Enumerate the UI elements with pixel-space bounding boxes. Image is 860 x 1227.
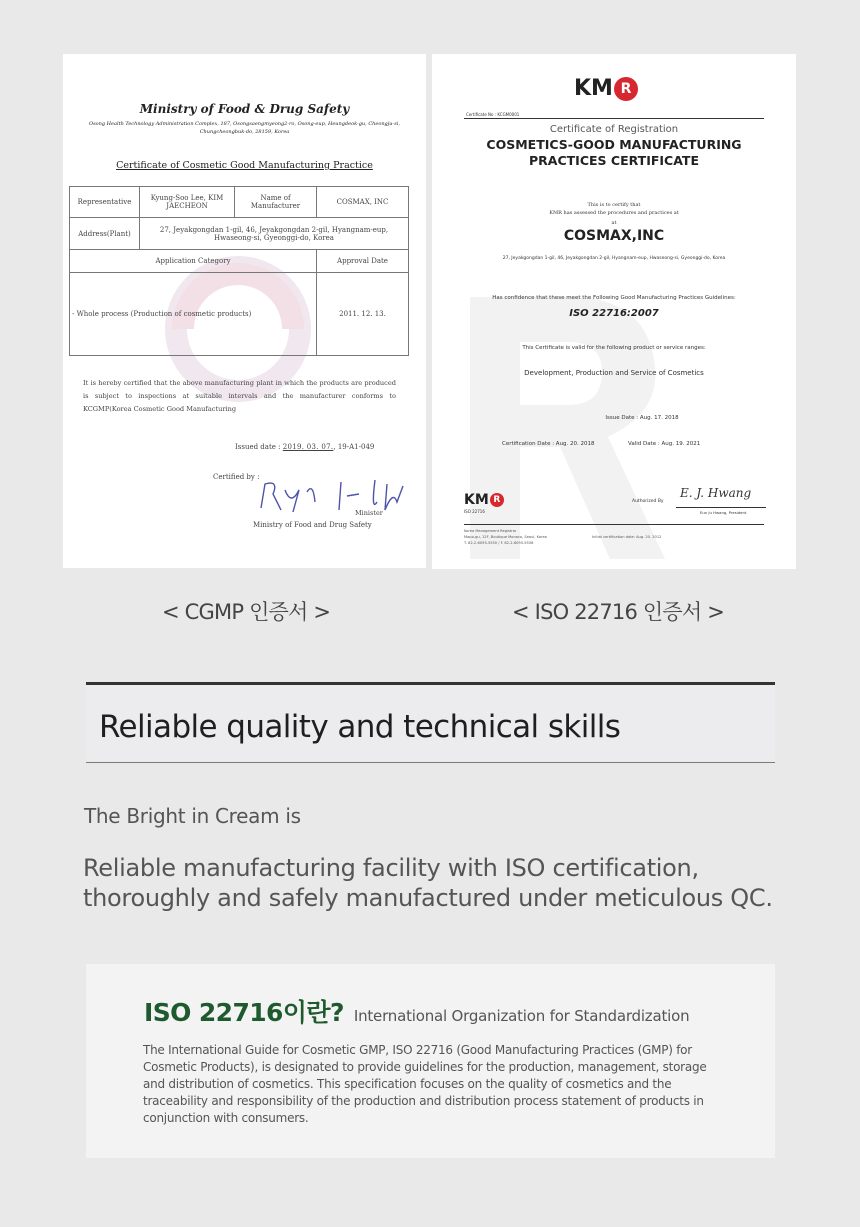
minister-signature-icon xyxy=(255,472,415,516)
certified-by-label: Certified by : xyxy=(213,473,260,481)
iso-valid-date: Valid Date : Aug. 19. 2021 xyxy=(628,441,701,447)
iso-certification-date: Certification Date : Aug. 20. 2018 xyxy=(502,441,595,447)
iso-bottom-under: ISO 22716 xyxy=(464,509,485,514)
minister-label: Minister xyxy=(355,509,383,517)
iso-scope: Development, Production and Service of Cosmetics xyxy=(524,369,704,377)
iso-fine-print xyxy=(464,528,547,546)
iso-fine-2: Mapo-gu, 12F, Boutique Monaco, Seoul, Korea xyxy=(464,535,547,539)
iso-company: COSMAX,INC xyxy=(563,228,665,244)
iso-divider xyxy=(464,118,764,119)
iso-certify-line2: KMR has assessed the procedures and practices at xyxy=(549,210,679,216)
manufacturer-label: Name of Manufacturer xyxy=(235,187,317,218)
category-value: - Whole process (Production of cosmetic products) xyxy=(70,273,317,356)
cgmp-ministry-title: Ministry of Food & Drug Safety xyxy=(139,102,350,116)
cgmp-body-text: It is hereby certified that the above manufacturing plant in which the products are produced is subject to inspections at suitable intervals and the manufacturer conforms to KCGMP(Korea Cosmetic Good Manufacturing xyxy=(83,379,396,413)
iso-sign-line xyxy=(676,507,766,508)
issued-label: Issued date : xyxy=(235,443,281,451)
iso-bottom-divider xyxy=(464,524,764,525)
iso-main-title-line1: COSMETICS-GOOD MANUFACTURING xyxy=(486,137,742,152)
approval-label: Approval Date xyxy=(317,250,409,273)
address-label: Address(Plant) xyxy=(70,218,140,250)
approval-value: 2011. 12. 13. xyxy=(317,273,409,356)
iso-company-address: 27, Jeyakgongdan 1-gil, 46, Jeyakgongdan 2-gil, Hyangnam-eup, Hwaseong-si, Gyeonggi-do, Korea xyxy=(502,256,726,261)
section-title: Reliable quality and technical skills xyxy=(99,709,621,745)
iso-fine-3: T. 82-2-6093-5550 / F. 82-2-6093-5558 xyxy=(464,541,534,545)
cgmp-issued: Issued date : 2019. 03. 07., 19-A1-049 xyxy=(235,443,375,451)
kmr-bottom-logo-badge: R xyxy=(490,493,504,507)
iso-main-title xyxy=(432,137,796,169)
iso-confidence: Has confidence that these meet the Following Good Manufacturing Practices Guidelines: xyxy=(492,295,736,301)
ministry-name: Ministry of Food and Drug Safety xyxy=(253,521,372,529)
iso-info-subtitle: International Organization for Standardization xyxy=(353,1007,690,1025)
iso-cert-number: Certificate No : KCGM0001 xyxy=(466,112,520,117)
section-bottom-rule xyxy=(86,762,775,763)
iso-standard: ISO 22716:2007 xyxy=(569,308,659,319)
caption-cgmp: < CGMP 인증서 > xyxy=(162,600,331,624)
issued-date: 2019. 03. 07. xyxy=(282,443,334,451)
description-line-1: Reliable manufacturing facility with ISO certification, xyxy=(83,854,699,882)
cgmp-table xyxy=(69,186,409,356)
kmr-bottom-logo xyxy=(464,492,504,508)
iso-main-title-line2: PRACTICES CERTIFICATE xyxy=(529,153,699,168)
iso-info-title: ISO 22716이란? xyxy=(144,998,344,1027)
iso-authorized-by: Authorized By xyxy=(632,499,664,504)
iso-signer: Eun Ju Hwang, President xyxy=(700,510,747,515)
iso-info-text: The International Guide for Cosmetic GMP, ISO 22716 (Good Manufacturing Practices (GMP) for Cosmetic Products), is designated to provide guidelines for the production, management, storage and distribution of cosmetics. This specification focuses on the quality of cosmetics and the traceability and responsibility of the production and distribution process statement of products in conjunction with consumers. xyxy=(143,1043,707,1125)
cgmp-heading: Certificate of Cosmetic Good Manufacturing Practice xyxy=(116,160,373,171)
manufacturer-value: COSMAX, INC xyxy=(317,187,409,218)
iso-at: at xyxy=(611,220,617,226)
iso-issue-date: Issue Date : Aug. 17. 2018 xyxy=(605,415,679,421)
cgmp-certificate-image xyxy=(63,54,426,568)
kmr-r-watermark-icon xyxy=(460,287,670,569)
cgmp-ministry-address: Osong Health Technology Administration Complex, 187, Osongsaengmyeong2-ro, Osong-eup, Heungdeok-gu, Cheongju-si, Chungcheongbuk-do, 28159, Korea xyxy=(89,121,400,135)
description-line-2: thoroughly and safely manufactured under meticulous QC. xyxy=(83,884,773,912)
iso-fine-right: Initial certification date: Aug. 20. 2012 xyxy=(592,535,662,539)
kmr-bottom-logo-text: KM xyxy=(464,492,489,508)
iso-info-heading xyxy=(144,993,689,1029)
iso-fine-1: Korea Management Registrar xyxy=(464,529,517,533)
section-description xyxy=(83,853,773,913)
issued-number: 19-A1-049 xyxy=(337,443,375,451)
kmr-logo xyxy=(574,76,638,101)
caption-iso: < ISO 22716 인증서 > xyxy=(512,600,725,624)
iso-registration: Certificate of Registration xyxy=(549,124,679,135)
category-label: Application Category xyxy=(70,250,317,273)
representative-value: Kyung-Soo Lee, KIM JAECHEON xyxy=(140,187,235,218)
kmr-logo-text: KM xyxy=(574,76,613,101)
iso-certify-line1: This is to certify that xyxy=(587,202,641,208)
representative-label: Representative xyxy=(70,187,140,218)
address-value: 27, Jeyakgongdan 1-gil, 46, Jeyakgongdan 2-gil, Hyangnam-eup, Hwaseong-si, Gyeonggi-do, Korea xyxy=(140,218,409,250)
kmr-logo-badge: R xyxy=(614,77,638,101)
section-subtitle: The Bright in Cream is xyxy=(84,804,301,828)
iso-certificate-image xyxy=(432,54,796,569)
iso-signature: E. J. Hwang xyxy=(680,486,752,500)
iso-valid-for: This Certificate is valid for the following product or service ranges: xyxy=(522,345,706,351)
